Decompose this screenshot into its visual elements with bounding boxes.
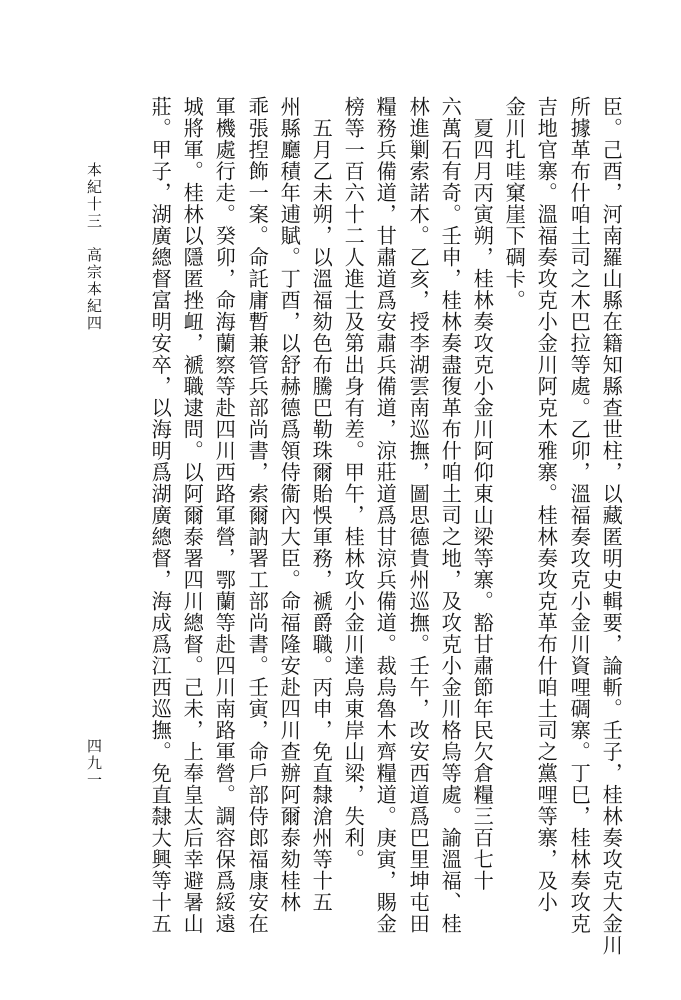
text-column: 夏四月丙寅朔，桂林奏攻克小金川阿仰東山梁等寨。豁甘肅節年民欠倉糧三百七十 — [470, 96, 495, 892]
text-column: 乖張揑飾一案。命託庸暫兼管兵部尚書，索爾訥署工部尚書。壬寅，命戶部侍郎福康安在 — [245, 96, 270, 935]
text-column: 莊。甲子，湖廣總督富明安卒，以海明爲湖廣總督，海成爲江西巡撫。免直隸大興等十五 — [148, 96, 173, 935]
text-column: 臣。己酉，河南羅山縣在籍知縣查世柱，以藏匿明史輯要，論斬。壬子，桂林奏攻克大金川 — [599, 96, 624, 956]
page-number: 四九一 — [85, 738, 103, 789]
text-column: 糧務兵備道，甘肅道爲安肅兵備道，涼莊道爲甘涼兵備道。裁烏魯木齊糧道。庚寅，賜金 — [373, 96, 398, 935]
text-column: 吉地官寨。溫福奏攻克小金川阿克木雅寨。桂林奏攻克革布什咱土司之黨哩等寨，及小 — [534, 96, 559, 913]
text-column: 軍機處行走。癸卯，命海蘭察等赴四川西路軍營，鄂蘭等赴四川南路軍營。調容保爲綏遠 — [212, 96, 237, 935]
text-column: 城將軍。桂林以隱匿挫衄，褫職逮問。以阿爾泰署四川總督。己未，上奉皇太后幸避暑山 — [180, 96, 205, 935]
text-column: 五月乙未朔，以溫福劾色布騰巴勒珠爾貽悞軍務，褫爵職。丙申，免直隸滄州等十五 — [309, 96, 334, 913]
text-column: 金川扎哇窠崖下碉卡。 — [502, 96, 527, 311]
text-column: 州縣廳積年逋賦。丁酉，以舒赫德爲領侍衞內大臣。命福隆安赴四川查辦阿爾泰劾桂林 — [277, 96, 302, 913]
text-column: 所據革布什咱土司之木巴拉等處。乙卯，溫福奏攻克小金川資哩碉寨。丁巳，桂林奏攻克 — [567, 96, 592, 935]
text-column: 榜等一百六十二人進士及第出身有差。甲午，桂林攻小金川達烏東岸山梁，失利。 — [341, 96, 366, 870]
running-header: 本紀十三 高宗本紀四 — [85, 162, 103, 332]
text-column: 六萬石有奇。壬申，桂林奏盡復革布什咱土司之地，及攻克小金川格烏等處。諭溫福、桂 — [438, 96, 463, 935]
text-column: 林進剿索諾木。乙亥，授李湖雲南巡撫，圖思德貴州巡撫。壬午，改安西道爲巴里坤屯田 — [406, 96, 431, 935]
